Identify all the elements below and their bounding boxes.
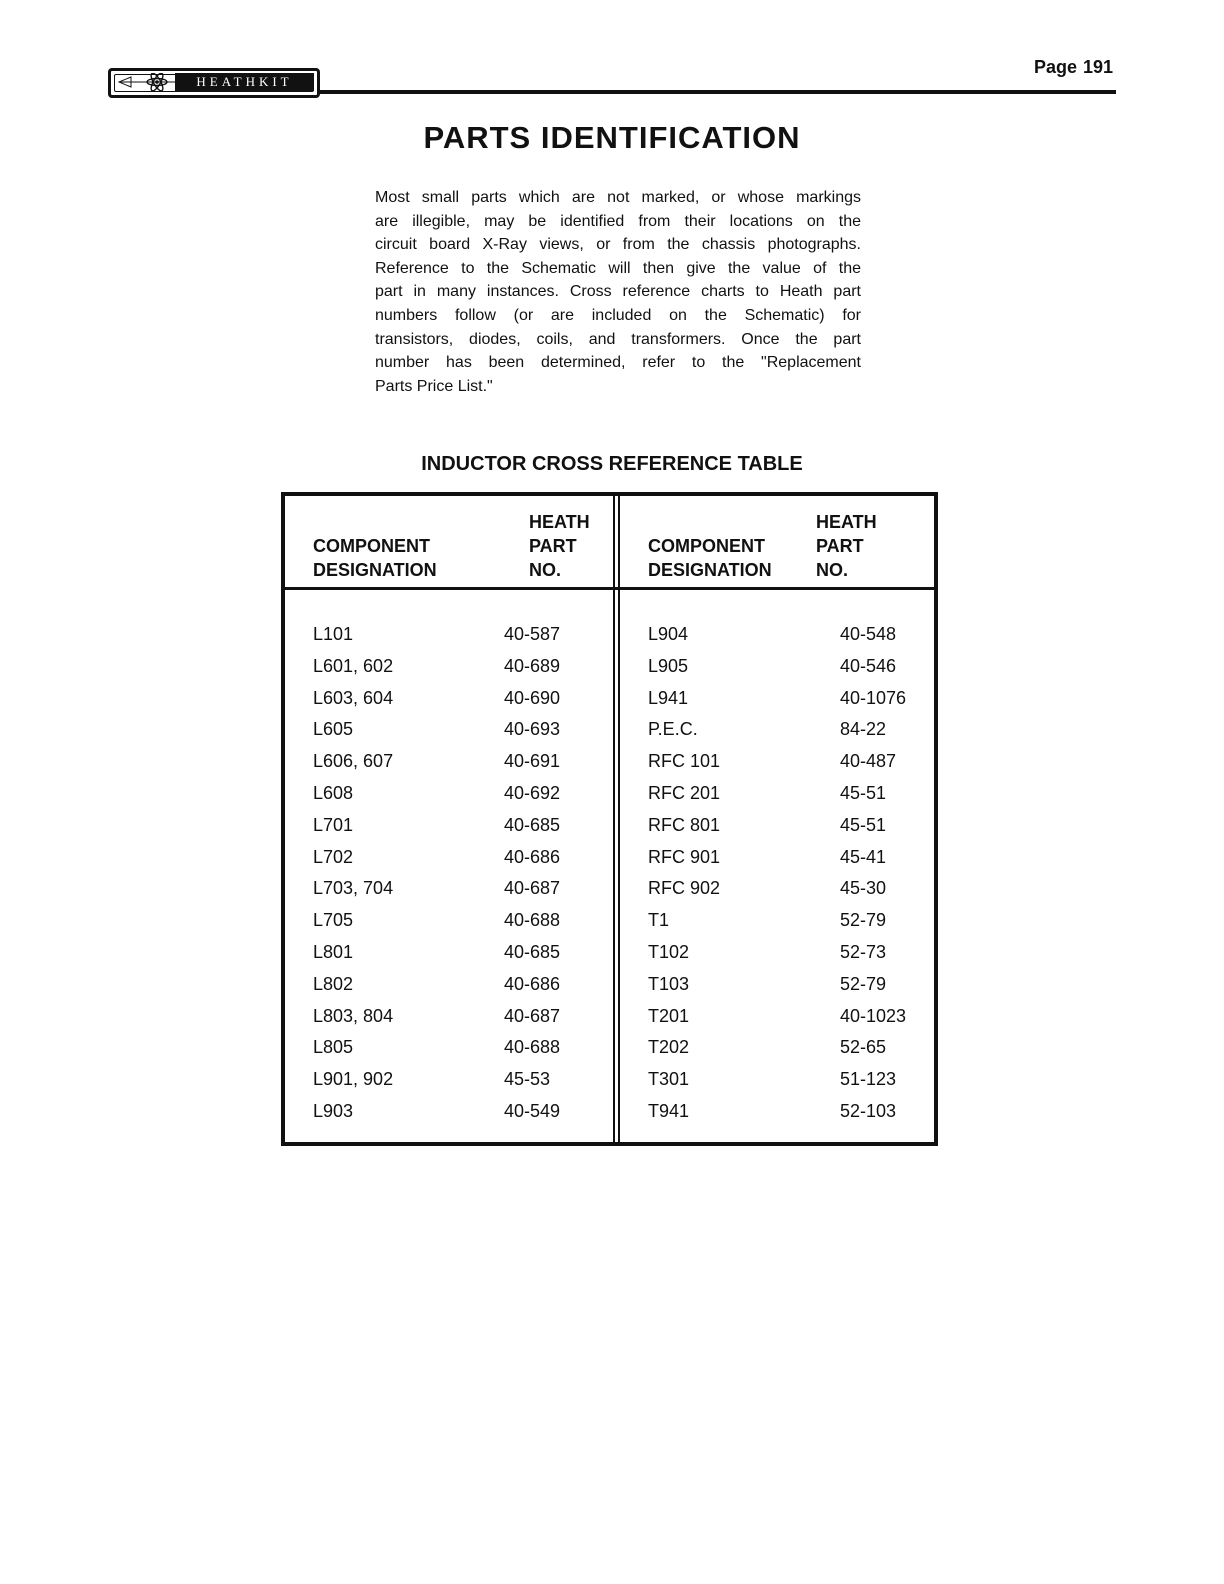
header-part-right: HEATH PART NO. <box>816 512 877 580</box>
component-designation: T103 <box>648 973 690 994</box>
intro-line: circuit board X-Ray views, or from the chassis photographs. <box>375 236 861 254</box>
component-designation: L802 <box>313 973 354 994</box>
component-designation: L603, 604 <box>313 687 394 708</box>
header-component-left: COMPONENT DESIGNATION <box>313 536 437 580</box>
component-designation: L941 <box>648 687 689 708</box>
heath-part-number: 45-51 <box>840 783 887 803</box>
page-number-value: 191 <box>1083 57 1114 77</box>
heath-part-number: 40-549 <box>504 1101 561 1121</box>
component-designation: L803, 804 <box>313 1005 394 1026</box>
component-designation: T102 <box>648 942 690 962</box>
intro-line: part in many instances. Cross reference charts to Heath part <box>375 283 861 301</box>
heath-part-number: 40-690 <box>504 687 561 708</box>
heath-part-number: 45-41 <box>840 846 887 867</box>
heath-part-number: 52-73 <box>840 942 887 962</box>
heath-part-number: 52-65 <box>840 1037 887 1058</box>
heath-part-number: 40-686 <box>504 973 561 994</box>
page-label: Page <box>1034 57 1078 77</box>
intro-line: Parts Price List." <box>375 377 493 395</box>
heath-part-number: 40-587 <box>504 624 561 644</box>
heathkit-logo <box>108 68 320 98</box>
component-designation: L903 <box>313 1101 354 1121</box>
atom-emblem-icon <box>117 73 177 91</box>
intro-line: number has been determined, refer to the "Replacement <box>375 354 861 372</box>
component-designation: L608 <box>313 783 354 803</box>
heath-part-number: 51-123 <box>840 1069 897 1090</box>
component-designation: L606, 607 <box>313 751 394 772</box>
intro-line: Most small parts which are not marked, or whose markings <box>375 189 861 206</box>
heath-part-number: 84-22 <box>840 719 887 740</box>
component-designation: L904 <box>648 624 689 644</box>
component-designation: L101 <box>313 624 354 644</box>
heath-part-number: 40-548 <box>840 624 897 644</box>
component-designation: L605 <box>313 719 354 740</box>
intro-paragraph <box>375 186 861 398</box>
heath-part-number: 40-1023 <box>840 1005 907 1026</box>
component-designation: T202 <box>648 1037 690 1058</box>
component-designation: L703, 704 <box>313 878 394 899</box>
component-designation: L805 <box>313 1037 354 1058</box>
component-designation: L601, 602 <box>313 655 394 676</box>
heath-part-number: 40-686 <box>504 846 561 867</box>
component-designation: L705 <box>313 910 354 931</box>
header-component-right: COMPONENT DESIGNATION <box>648 536 772 580</box>
heath-part-number: 40-688 <box>504 910 561 931</box>
component-designation: RFC 101 <box>648 751 721 772</box>
page-title: PARTS IDENTIFICATION <box>423 120 801 155</box>
logo-wordmark: HEATHKIT <box>175 73 314 91</box>
component-designation: T1 <box>648 910 670 931</box>
intro-line: are illegible, may be identified from their locations on the <box>375 212 861 230</box>
component-designation: L701 <box>313 814 354 835</box>
component-designation: P.E.C. <box>648 719 698 740</box>
header-part-left: HEATH PART NO. <box>529 512 590 580</box>
heath-part-number: 40-687 <box>504 1005 561 1026</box>
heath-part-number: 40-693 <box>504 719 561 740</box>
heath-part-number: 40-546 <box>840 655 897 676</box>
heath-part-number: 40-692 <box>504 783 561 803</box>
intro-line: Reference to the Schematic will then give the value of the <box>375 259 861 277</box>
component-designation: RFC 902 <box>648 878 721 899</box>
component-designation: RFC 901 <box>648 846 721 867</box>
table-title: INDUCTOR CROSS REFERENCE TABLE <box>421 453 803 475</box>
component-designation: RFC 201 <box>648 783 721 803</box>
heath-part-number: 40-687 <box>504 878 561 899</box>
heath-part-number: 45-53 <box>504 1069 551 1090</box>
heath-part-number: 52-103 <box>840 1101 897 1121</box>
component-designation: T301 <box>648 1069 690 1090</box>
heath-part-number: 40-685 <box>504 814 561 835</box>
component-designation: L905 <box>648 655 689 676</box>
component-designation: L801 <box>313 942 354 962</box>
heath-part-number: 45-51 <box>840 814 887 835</box>
heath-part-number: 52-79 <box>840 973 887 994</box>
component-designation: L702 <box>313 846 354 867</box>
heath-part-number: 40-685 <box>504 942 561 962</box>
intro-line: numbers follow (or are included on the Schematic) for <box>375 306 861 324</box>
intro-line: transistors, diodes, coils, and transformers. Once the part <box>375 330 861 348</box>
component-designation: RFC 801 <box>648 814 721 835</box>
header-divider <box>285 587 934 590</box>
column-divider <box>613 496 620 1142</box>
heath-part-number: 40-1076 <box>840 687 907 708</box>
heath-part-number: 40-691 <box>504 751 561 772</box>
heath-part-number: 45-30 <box>840 878 887 899</box>
heath-part-number: 40-689 <box>504 655 561 676</box>
inductor-cross-reference-table <box>281 492 938 1146</box>
heath-part-number: 40-688 <box>504 1037 561 1058</box>
component-designation: T941 <box>648 1101 690 1121</box>
heath-part-number: 52-79 <box>840 910 887 931</box>
page-number <box>1034 57 1113 78</box>
component-designation: L901, 902 <box>313 1069 394 1090</box>
component-designation: T201 <box>648 1005 690 1026</box>
heath-part-number: 40-487 <box>840 751 897 772</box>
